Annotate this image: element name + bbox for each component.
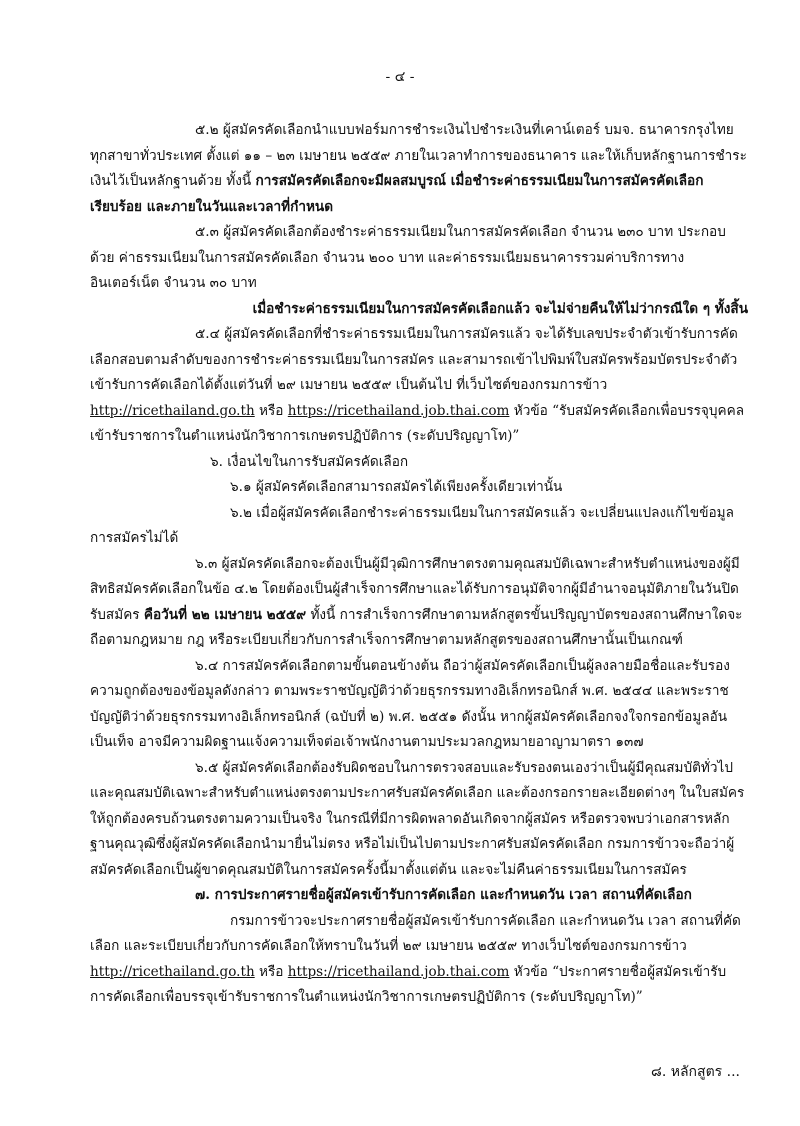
section-5-4-tail: หัวข้อ “รับสมัครคัดเลือกเพื่อบรรจุบุคคลเข้ารับราชการในตำแหน่งนักวิชาการเกษตรปฏิบัติการ (ระดับปริญญาโท)”	[90, 402, 745, 444]
ricethailand-link-2[interactable]: http://ricethailand.go.th	[90, 963, 255, 980]
section-7-body: กรมการข้าวจะประกาศรายชื่อผู้สมัครเข้ารับการคัดเลือก และกำหนดวัน เวลา สถานที่คัดเลือก และระเบียบเกี่ยวกับการคัดเลือกให้ทราบในวันที่ ๒๙ เมษายน ๒๕๕๙ ทางเว็บไซต์ของกรมการข้าว	[90, 912, 741, 954]
section-6-heading: ๖. เงื่อนไขในการรับสมัครคัดเลือก	[210, 453, 409, 470]
section-6-3-tail: ทั้งนี้ การสำเร็จการศึกษาตามหลักสูตรขั้นปริญญาบัตรของสถานศึกษาใดจะถือตามกฎหมาย กฎ หรือระเบียบเกี่ยวกับการสำเร็จการศึกษาตามหลักสูตรของสถานศึกษานั้นเป็นเกณฑ์	[90, 606, 743, 648]
job-thai-link-2[interactable]: https://ricethailand.job.thai.com	[287, 963, 510, 980]
section-7-heading: ๗. การประกาศรายชื่อผู้สมัครเข้ารับการคัดเลือก และกำหนดวัน เวลา สถานที่คัดเลือก	[195, 887, 692, 903]
document-body	[90, 118, 748, 1011]
section-6-3-text: ๖.๓ ผู้สมัครคัดเลือกจะต้องเป็นผู้มีวุฒิการศึกษาตรงตามคุณสมบัติเฉพาะสำหรับตำแหน่งของผู้มีสิทธิสมัครคัดเลือกในข้อ ๔.๒ โดยต้องเป็นผู้สำเร็จการศึกษาและได้รับการอนุมัติจากผู้มีอำนาจอนุมัติภายในวันปิดรับสมัคร	[90, 555, 740, 623]
closing-date: คือวันที่ ๒๒ เมษายน ๒๕๕๙	[143, 606, 307, 623]
or-text: หรือ	[254, 402, 288, 419]
section-5-4-text: ๕.๔ ผู้สมัครคัดเลือกที่ชำระค่าธรรมเนียมในการสมัครแล้ว จะได้รับเลขประจำตัวเข้ารับการคัดเลือกสอบตามลำดับของการชำระค่าธรรมเนียมในการสมัคร และสามารถเข้าไปพิมพ์ใบสมัครพร้อมบัตรประจำตัวเข้ารับการคัดเลือกได้ตั้งแต่วันที่ ๒๙ เมษายน ๒๕๕๙ เป็นต้นไป ที่เว็บไซต์ของกรมการข้าว	[90, 326, 738, 393]
section-5-2-bold: การสมัครคัดเลือกจะมีผลสมบูรณ์ เมื่อชำระค่าธรรมเนียมในการสมัครคัดเลือกเรียบร้อย และภายในวันและเวลาที่กำหนด	[90, 173, 704, 215]
page-number: - ๔ -	[385, 69, 415, 85]
section-7-text	[90, 909, 748, 1011]
section-6-1: ๖.๑ ผู้สมัครคัดเลือกสามารถสมัครได้เพียงครั้งเดียวเท่านั้น	[230, 479, 563, 495]
section-6-5: ๖.๕ ผู้สมัครคัดเลือกต้องรับผิดชอบในการตรวจสอบและรับรองตนเองว่าเป็นผู้มีคุณสมบัติทั่วไปและคุณสมบัติเฉพาะสำหรับตำแหน่งตรงตามประกาศรับสมัครคัดเลือก และต้องกรอกรายละเอียดต่างๆ ในใบสมัครให้ถูกต้องครบถ้วนตรงตามความเป็นจริง ในกรณีที่มีการผิดพลาดอันเกิดจากผู้สมัคร หรือตรวจพบว่าเอกสารหลักฐานคุณวุฒิซึ่งผู้สมัครคัดเลือกนำมายื่นไม่ตรง หรือไม่เป็นไปตามประกาศรับสมัครคัดเลือก กรมการข้าวจะถือว่าผู้สมัครคัดเลือกเป็นผู้ขาดคุณสมบัติในการสมัครครั้งนี้มาตั้งแต่ต้น และจะไม่คืนค่าธรรมเนียมในการสมัคร	[90, 759, 745, 878]
section-5-2	[90, 118, 748, 220]
section-5-3: ๕.๓ ผู้สมัครคัดเลือกต้องชำระค่าธรรมเนียมในการสมัครคัดเลือก จำนวน ๒๓๐ บาท ประกอบด้วย ค่าธรรมเนียมในการสมัครคัดเลือก จำนวน ๒๐๐ บาท และค่าธรรมเนียมธนาคารรวมค่าบริการทางอินเตอร์เน็ต จำนวน ๓๐ บาท	[90, 224, 726, 291]
ricethailand-link[interactable]: http://ricethailand.go.th	[90, 402, 255, 419]
section-7-tail: หัวข้อ “ประกาศรายชื่อผู้สมัครเข้ารับการคัดเลือกเพื่อบรรจุเข้ารับราชการในตำแหน่งนักวิชาการเกษตรปฏิบัติการ (ระดับปริญญาโท)”	[90, 963, 727, 1005]
next-page-footer: ๘. หลักสูตร ...	[651, 1064, 740, 1080]
section-5-2-text: ๕.๒ ผู้สมัครคัดเลือกนำแบบฟอร์มการชำระเงินไปชำระเงินที่เคาน์เตอร์ บมจ. ธนาคารกรุงไทย ทุกสาขาทั่วประเทศ ตั้งแต่ ๑๑ – ๒๓ เมษายน ๒๕๕๙ ภายในเวลาทำการของธนาคาร และให้เก็บหลักฐานการชำระเงินไว้เป็นหลักฐานด้วย ทั้งนี้	[90, 122, 747, 189]
fee-non-refundable-note: เมื่อชำระค่าธรรมเนียมในการสมัครคัดเลือกแล้ว จะไม่จ่ายคืนให้ไม่ว่ากรณีใด ๆ ทั้งสิ้น	[252, 300, 748, 317]
section-6-2: ๖.๒ เมื่อผู้สมัครคัดเลือกชำระค่าธรรมเนียมในการสมัครแล้ว จะเปลี่ยนแปลงแก้ไขข้อมูลการสมัครไม่ได้	[90, 504, 734, 546]
section-6-4: ๖.๔ การสมัครคัดเลือกตามขั้นตอนข้างต้น ถือว่าผู้สมัครคัดเลือกเป็นผู้ลงลายมือชื่อและรับรองความถูกต้องของข้อมูลดังกล่าว ตามพระราชบัญญัติว่าด้วยธุรกรรมทางอิเล็กทรอนิกส์ พ.ศ. ๒๕๔๔ และพระราชบัญญัติว่าด้วยธุรกรรมทางอิเล็กทรอนิกส์ (ฉบับที่ ๒) พ.ศ. ๒๕๕๑ ดังนั้น หากผู้สมัครคัดเลือกจงใจกรอกข้อมูลอันเป็นเท็จ อาจมีความผิดฐานแจ้งความเท็จต่อเจ้าพนักงานตามประมวลกฎหมายอาญามาตรา ๑๓๗	[90, 657, 730, 750]
section-5-4	[90, 322, 748, 450]
section-6-3	[90, 552, 748, 654]
job-thai-link[interactable]: https://ricethailand.job.thai.com	[287, 402, 510, 419]
or-text-2: หรือ	[254, 963, 288, 980]
